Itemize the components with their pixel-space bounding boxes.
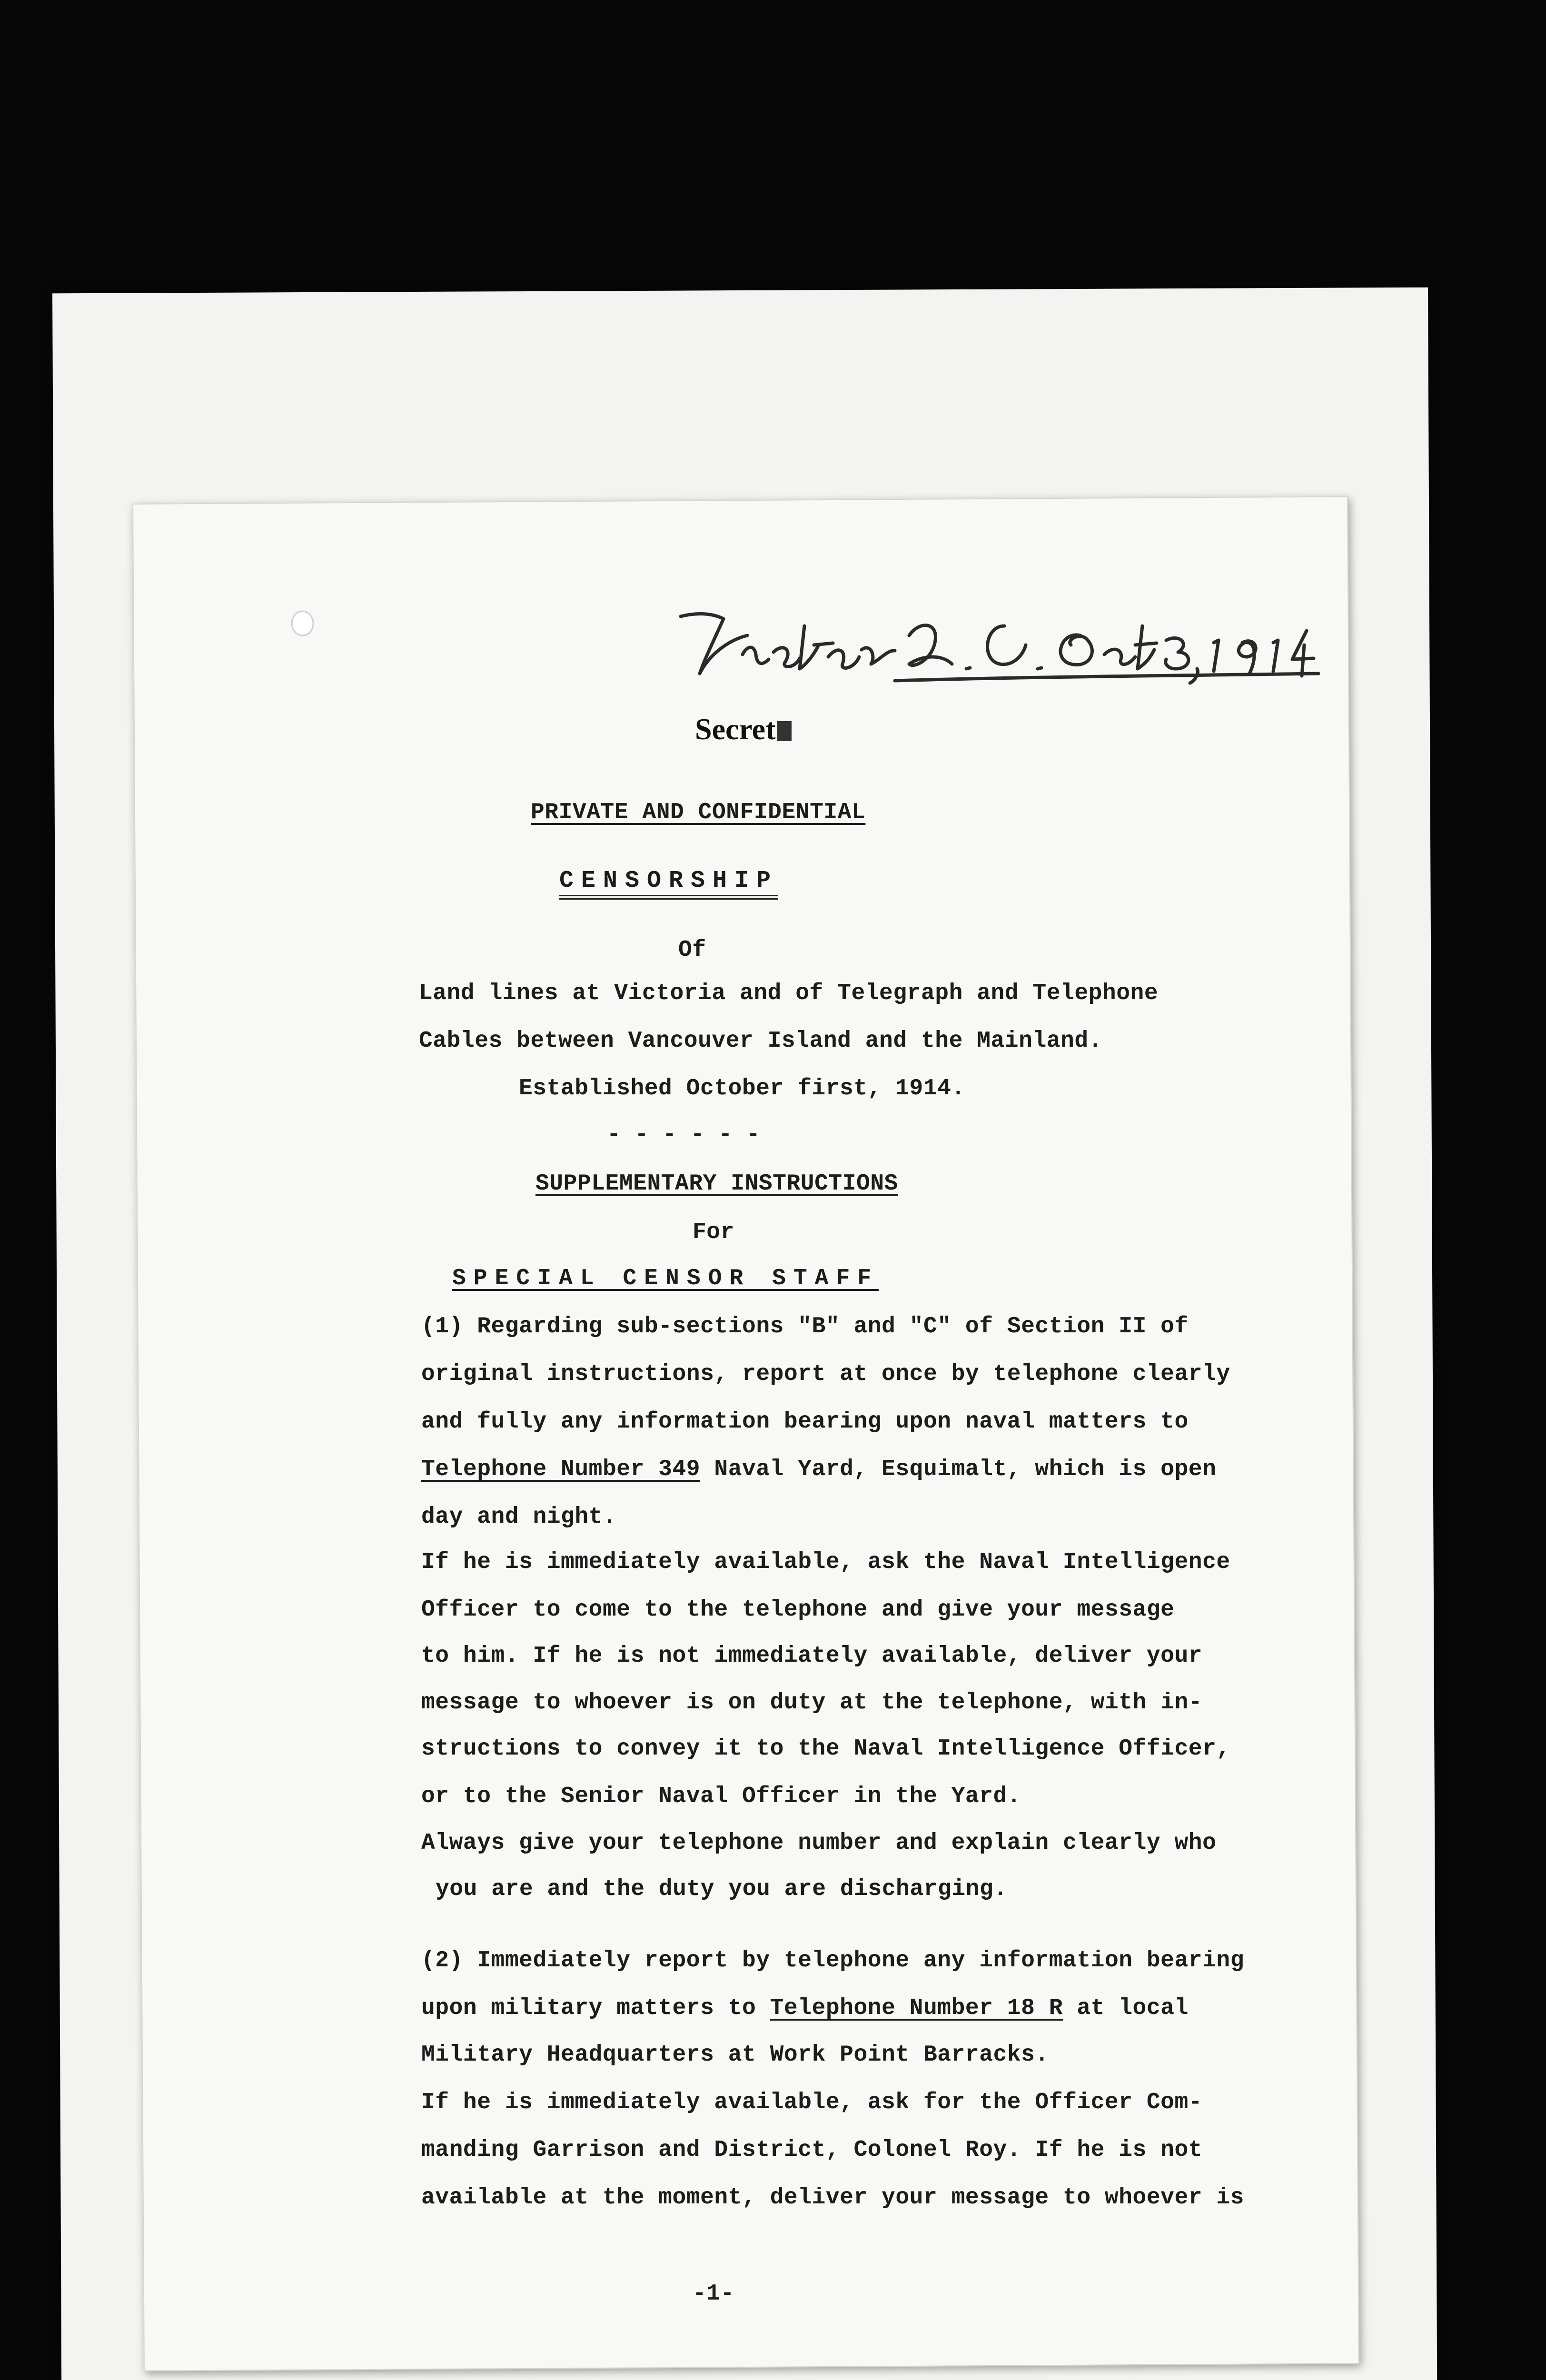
intro-line-3: Established October first, 1914.	[519, 1076, 965, 1101]
for-line: For	[693, 1220, 734, 1245]
military-phone-number: Telephone Number 18 R	[770, 1995, 1063, 2021]
section-2-line-1: (2) Immediately report by telephone any information bearing	[421, 1948, 1244, 1973]
staff-title: SPECIAL CENSOR STAFF	[452, 1266, 879, 1291]
classification-heading: PRIVATE AND CONFIDENTIAL	[531, 800, 866, 825]
section-1-line-8: to him. If he is not immediately available, deliver your	[421, 1643, 1203, 1669]
section-1-line-2: original instructions, report at once by telephone clearly	[421, 1361, 1230, 1387]
intro-line-1: Land lines at Victoria and of Telegraph and Telephone	[419, 981, 1159, 1006]
section-1-line-10: structions to convey it to the Naval Intelligence Officer,	[421, 1736, 1230, 1762]
document-title: CENSORSHIP	[559, 869, 778, 900]
section-2-line-3: Military Headquarters at Work Point Barracks.	[421, 2042, 1049, 2068]
section-1-line-3: and fully any information bearing upon naval matters to	[421, 1409, 1189, 1435]
subtitle-heading: SUPPLEMENTARY INSTRUCTIONS	[535, 1171, 898, 1197]
section-1-line-1: (1) Regarding sub-sections "B" and "C" of Section II of	[421, 1314, 1189, 1339]
page-number: -1-	[693, 2281, 734, 2307]
ink-blot	[777, 721, 792, 741]
section-number: (2)	[421, 1948, 463, 1973]
section-1-line-5: day and night.	[421, 1504, 617, 1530]
section-1-line-9: message to whoever is on duty at the telephone, with in-	[421, 1690, 1203, 1716]
section-1-line-4: Telephone Number 349 Naval Yard, Esquimalt, which is open	[421, 1457, 1217, 1482]
section-1-line-11: or to the Senior Naval Officer in the Yard.	[421, 1784, 1021, 1809]
section-1-line-12: Always give your telephone number and explain clearly who	[421, 1830, 1217, 1856]
punch-hole	[291, 611, 314, 636]
section-2-line-4: If he is immediately available, ask for the Officer Com-	[421, 2090, 1203, 2115]
section-1-line-7: Officer to come to the telephone and give your message	[421, 1597, 1175, 1623]
section-2-line-6: available at the moment, deliver your message to whoever is	[421, 2185, 1244, 2211]
section-1-line-6: If he is immediately available, ask the Naval Intelligence	[421, 1549, 1230, 1575]
intro-line-2: Cables between Vancouver Island and the Mainland.	[419, 1028, 1102, 1054]
of-line: Of	[678, 937, 706, 963]
separator-dashes: - - - - - -	[607, 1122, 761, 1148]
section-1-line-13: you are and the duty you are discharging.	[436, 1876, 1008, 1902]
handwritten-date-annotation	[671, 597, 1323, 697]
naval-phone-number: Telephone Number 349	[421, 1457, 701, 1482]
section-2-line-2: upon military matters to Telephone Number 18 R at local	[421, 1995, 1189, 2021]
secret-stamp: Secret	[695, 712, 792, 747]
section-2-line-5: manding Garrison and District, Colonel Roy. If he is not	[421, 2137, 1203, 2163]
section-number: (1)	[421, 1314, 463, 1339]
